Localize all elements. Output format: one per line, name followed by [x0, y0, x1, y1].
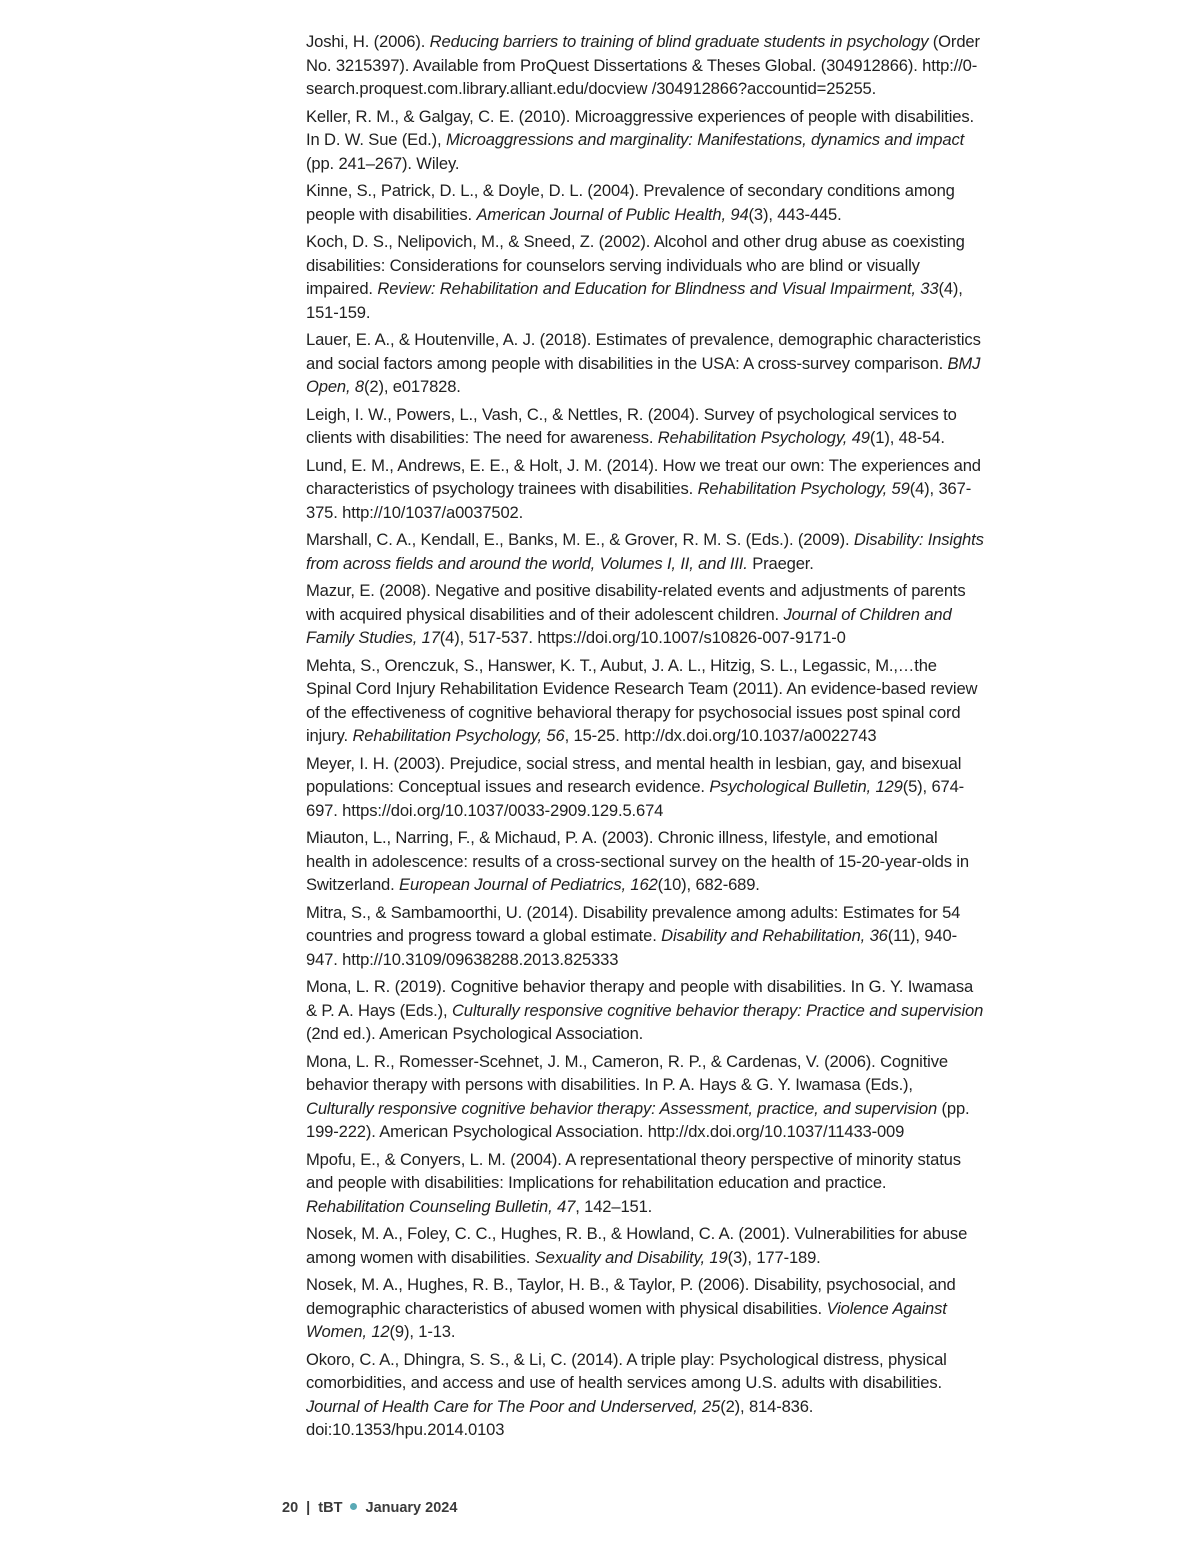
reference-title-italic: Sexuality and Disability, 19 — [534, 1247, 728, 1267]
reference-text: Mehta, S., Orenczuk, S., Hanswer, K. T., Aubut, J. A. L., Hitzig, S. L., Legassic, M.,…the Spinal Cord Injury Rehabilitation Evidence Research Team (2011). An evidence-based review of the effectiveness of cognitive behavioral therapy for psychosocial issues post spinal cord injury. — [306, 655, 978, 745]
reference-title-italic: European Journal of Pediatrics, 162 — [399, 875, 658, 894]
reference-title-italic: Psychological Bulletin, 129 — [709, 777, 903, 796]
reference-entry — [306, 826, 984, 897]
reference-title-italic: Disability and Rehabilitation, 36 — [661, 926, 888, 945]
reference-text: (10), 682-689. — [657, 875, 760, 894]
bullet-dot-icon — [350, 1503, 357, 1510]
reference-entry — [306, 528, 984, 575]
reference-entry — [306, 105, 984, 176]
reference-title-italic: Reducing barriers to training of blind graduate students in psychology — [429, 32, 929, 51]
reference-entry — [306, 230, 984, 324]
reference-title-italic: Culturally responsive cognitive behavior therapy: Practice and supervision — [451, 1000, 984, 1020]
reference-entry — [306, 1273, 984, 1344]
reference-text: (1), 48-54. — [869, 428, 945, 447]
reference-text: (2), 814-836. doi:10.1353/hpu.2014.0103 — [306, 1396, 814, 1439]
reference-entry — [306, 1222, 984, 1269]
reference-entry — [306, 579, 984, 650]
reference-text: Nosek, M. A., Hughes, R. B., Taylor, H. B., & Taylor, P. (2006). Disability, psychosocial, and demographic characteristics of abused women with physical disabilities. — [306, 1275, 956, 1318]
reference-entry — [306, 654, 984, 748]
reference-text: (11), 940-947. http://10.3109/09638288.2013.825333 — [306, 926, 957, 969]
reference-text: , 142–151. — [575, 1196, 653, 1216]
reference-title-italic: Rehabilitation Psychology, 49 — [657, 428, 870, 447]
reference-entry — [306, 403, 984, 450]
page-footer — [282, 1500, 457, 1516]
reference-text: Mitra, S., & Sambamoorthi, U. (2014). Disability prevalence among adults: Estimates for 54 countries and progress toward a global estimate. — [306, 902, 961, 945]
reference-text: (2nd ed.). American Psychological Association. — [306, 1024, 644, 1043]
reference-entry — [306, 1148, 984, 1219]
reference-text: Mona, L. R., Romesser-Scehnet, J. M., Cameron, R. P., & Cardenas, V. (2006). Cognitive behavior therapy with persons with disabilities. In P. A. Hays & G. Y. Iwamasa (Eds.), — [306, 1051, 948, 1094]
reference-title-italic: Journal of Children and Family Studies, 17 — [306, 604, 952, 647]
reference-text: (4), 151-159. — [306, 279, 963, 322]
reference-text: Lauer, E. A., & Houtenville, A. J. (2018). Estimates of prevalence, demographic characteristics and social factors among people with disabilities in the USA: A cross-survey comparison. — [306, 330, 981, 373]
reference-entry — [306, 901, 984, 972]
reference-text: (3), 177-189. — [727, 1247, 821, 1267]
reference-text: Koch, D. S., Nelipovich, M., & Sneed, Z. (2002). Alcohol and other drug abuse as coexisting disabilities: Considerations for counselors serving individuals who are blind or visually impaired. — [306, 232, 965, 298]
reference-text: Joshi, H. (2006). — [306, 32, 430, 51]
page-number: 20 — [282, 1500, 299, 1516]
reference-entry — [306, 975, 984, 1046]
reference-entry — [306, 30, 984, 101]
reference-entry — [306, 328, 984, 399]
reference-title-italic: Rehabilitation Psychology, 56 — [352, 726, 565, 745]
reference-text: Marshall, C. A., Kendall, E., Banks, M. E., & Grover, R. M. S. (Eds.). (2009). — [306, 530, 854, 549]
reference-text: Mpofu, E., & Conyers, L. M. (2004). A representational theory perspective of minority status and people with disabilities: Implications for rehabilitation education and practice. — [306, 1149, 961, 1192]
publication-name: tBT — [318, 1500, 343, 1516]
reference-text: Leigh, I. W., Powers, L., Vash, C., & Nettles, R. (2004). Survey of psychological services to clients with disabilities: The need for awareness. — [306, 404, 957, 447]
reference-text: (pp. 241–267). Wiley. — [306, 153, 460, 173]
reference-entry — [306, 1348, 984, 1442]
reference-text: (5), 674-697. https://doi.org/10.1037/0033-2909.129.5.674 — [306, 777, 965, 820]
reference-title-italic: Microaggressions and marginality: Manifestations, dynamics and impact — [445, 130, 965, 149]
reference-text: (2), e017828. — [364, 377, 461, 396]
reference-title-italic: BMJ Open, 8 — [306, 353, 981, 396]
reference-title-italic: Rehabilitation Counseling Bulletin, 47 — [306, 1196, 576, 1216]
reference-list — [306, 30, 984, 1446]
reference-text: Praeger. — [747, 553, 814, 573]
reference-title-italic: Violence Against Women, 12 — [306, 1298, 947, 1341]
reference-title-italic: Disability: Insights from across fields and around the world, Volumes I, II, and III. — [306, 530, 984, 573]
reference-title-italic: Journal of Health Care for The Poor and Underserved, 25 — [306, 1396, 721, 1416]
reference-text: (4), 367-375. http://10/1037/a0037502. — [306, 479, 972, 522]
reference-title-italic: Review: Rehabilitation and Education for Blindness and Visual Impairment, 33 — [377, 279, 939, 298]
reference-text: Kinne, S., Patrick, D. L., & Doyle, D. L. (2004). Prevalence of secondary conditions among people with disabilities. — [306, 181, 955, 224]
reference-text: Miauton, L., Narring, F., & Michaud, P. A. (2003). Chronic illness, lifestyle, and emotional health in adolescence: results of a cross-sectional survey on the health of 15-20-year-olds in Switzerland. — [306, 828, 969, 894]
reference-entry — [306, 179, 984, 226]
reference-text: Okoro, C. A., Dhingra, S. S., & Li, C. (2014). A triple play: Psychological distress, physical comorbidities, and access and use of health services among U.S. adults with disabilities. — [306, 1349, 947, 1392]
reference-text: (9), 1-13. — [389, 1322, 456, 1341]
reference-text: (pp. 199-222). American Psychological Association. http://dx.doi.org/10.1037/11433-009 — [306, 1098, 970, 1141]
reference-text: Mazur, E. (2008). Negative and positive disability-related events and adjustments of parents with acquired physical disabilities and of their adolescent children. — [306, 581, 966, 624]
reference-title-italic: Culturally responsive cognitive behavior therapy: Assessment, practice, and supervision — [306, 1098, 938, 1118]
reference-text: (4), 517-537. https://doi.org/10.1007/s10826-007-9171-0 — [439, 628, 846, 647]
reference-text: Keller, R. M., & Galgay, C. E. (2010). Microaggressive experiences of people with disabilities. In D. W. Sue (Ed.), — [306, 106, 974, 149]
reference-entry — [306, 454, 984, 525]
reference-text: Lund, E. M., Andrews, E. E., & Holt, J. M. (2014). How we treat our own: The experiences and characteristics of psychology trainees with disabilities. — [306, 455, 981, 498]
reference-text: Meyer, I. H. (2003). Prejudice, social stress, and mental health in lesbian, gay, and bisexual populations: Conceptual issues and research evidence. — [306, 753, 962, 796]
reference-entry — [306, 752, 984, 823]
issue-date: January 2024 — [365, 1500, 458, 1516]
reference-text: (3), 443-445. — [748, 204, 842, 224]
footer-separator: | — [306, 1500, 311, 1516]
reference-text: Mona, L. R. (2019). Cognitive behavior therapy and people with disabilities. In G. Y. Iwamasa & P. A. Hays (Eds.), — [306, 977, 974, 1020]
reference-entry — [306, 1050, 984, 1144]
reference-text: (Order No. 3215397). Available from ProQuest Dissertations & Theses Global. (304912866). http://0-search.proquest.com.library.alliant.edu/docview /304912866?accountid=25255. — [306, 32, 980, 98]
reference-title-italic: American Journal of Public Health, 94 — [476, 204, 749, 224]
reference-title-italic: Rehabilitation Psychology, 59 — [697, 479, 910, 498]
reference-text: Nosek, M. A., Foley, C. C., Hughes, R. B., & Howland, C. A. (2001). Vulnerabilities for abuse among women with disabilities. — [306, 1224, 968, 1267]
reference-text: , 15-25. http://dx.doi.org/10.1037/a0022743 — [564, 726, 877, 745]
